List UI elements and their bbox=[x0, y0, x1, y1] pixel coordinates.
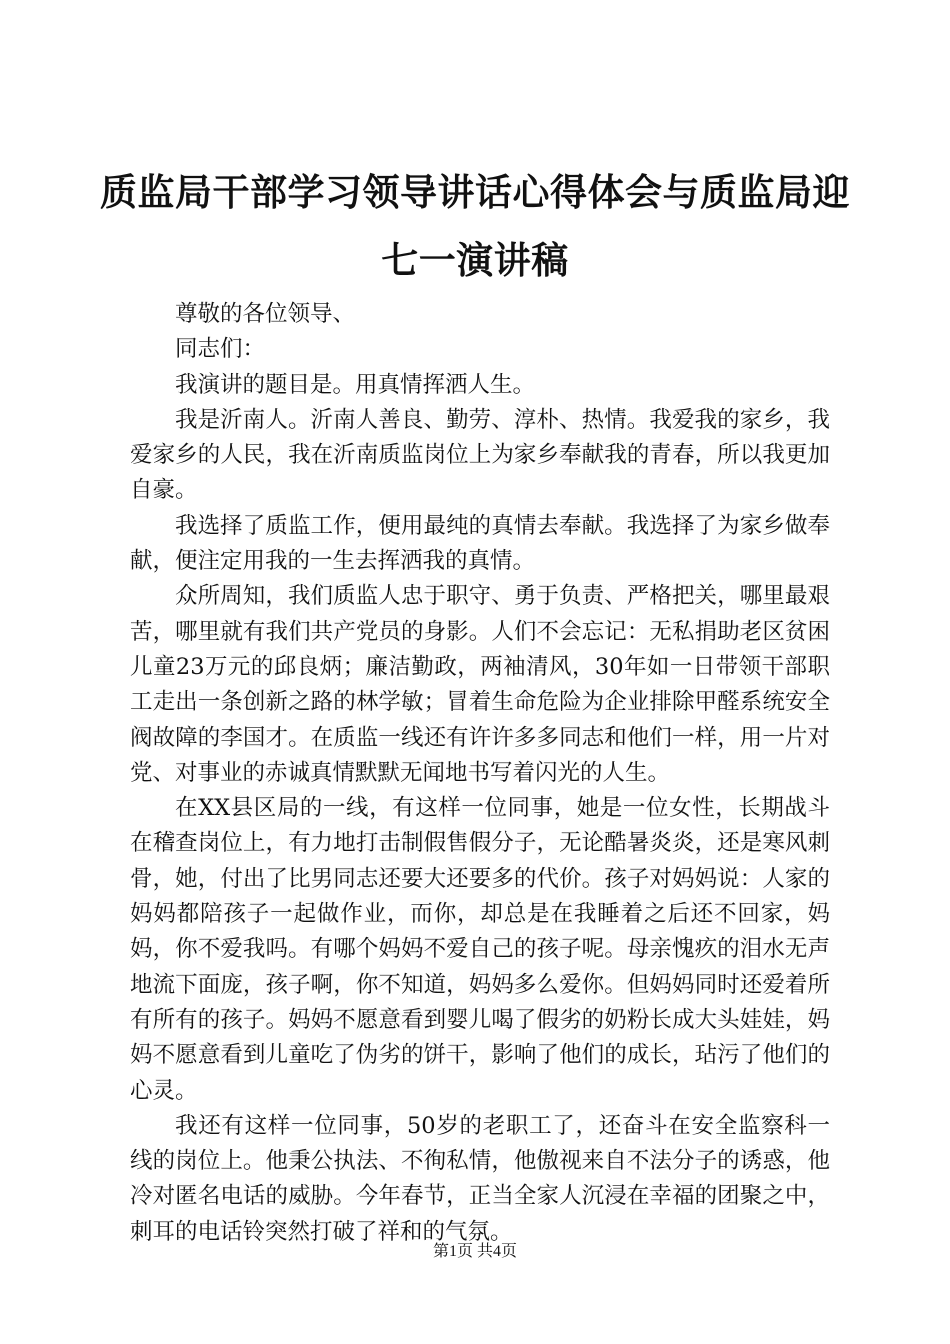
salutation-line: 尊敬的各位领导、 bbox=[175, 301, 356, 327]
page-number-footer: 第1页 共4页 bbox=[432, 1243, 517, 1260]
body-paragraph: 我还有这样一位同事，50岁的老职工了，还奋斗在安全监察科一线的岗位上。他秉公执法、不徇私情，他傲视来自不法分子的诱惑，他冷对匿名电话的威胁。今年春节，正当全家人沉浸在幸福的团聚之中，刺耳的电话铃突然打破了祥和的气氛。 bbox=[130, 1112, 830, 1245]
body-paragraph: 众所周知，我们质监人忠于职守、勇于负责、严格把关，哪里最艰苦，哪里就有我们共产党员的身影。人们不会忘记：无私捐助老区贫困儿童23万元的邱良炳；廉洁勤政，两袖清风，30年如一日带领干部职工走出一条创新之路的林学敏；冒着生命危险为企业排除甲醛系统安全阀故障的李国才。在质监一线还有许许多多同志和他们一样，用一片对党、对事业的赤诚真情默默无闻地书写着闪光的人生。 bbox=[130, 583, 830, 786]
document-title: 质监局干部学习领导讲话心得体会与质监局迎七一演讲稿 bbox=[100, 170, 850, 282]
salutation-line: 同志们： bbox=[175, 336, 266, 363]
body-paragraph: 在XX县区局的一线，有这样一位同事，她是一位女性，长期战斗在稽查岗位上，有力地打击制假售假分子，无论酷暑炎炎，还是寒风刺骨，她，付出了比男同志还要大还要多的代价。孩子对妈妈说：人家的妈妈都陪孩子一起做作业，而你，却总是在我睡着之后还不回家，妈妈，你不爱我吗。有哪个妈妈不爱自己的孩子呢。母亲愧疚的泪水无声地流下面庞，孩子啊，你不知道，妈妈多么爱你。但妈妈同时还爱着所有所有的孩子。妈妈不愿意看到婴儿喝了假劣的奶粉长成大头娃娃，妈妈不愿意看到儿童吃了伪劣的饼干，影响了他们的成长，玷污了他们的心灵。 bbox=[130, 795, 830, 1104]
document-body bbox=[130, 297, 830, 1250]
body-paragraph: 我是沂南人。沂南人善良、勤劳、淳朴、热情。我爱我的家乡，我爱家乡的人民，我在沂南质监岗位上为家乡奉献我的青春，所以我更加自豪。 bbox=[130, 406, 830, 504]
body-paragraph: 我选择了质监工作，便用最纯的真情去奉献。我选择了为家乡做奉献，便注定用我的一生去挥洒我的真情。 bbox=[130, 512, 830, 575]
speech-topic: 我演讲的题目是。用真情挥洒人生。 bbox=[175, 371, 536, 398]
